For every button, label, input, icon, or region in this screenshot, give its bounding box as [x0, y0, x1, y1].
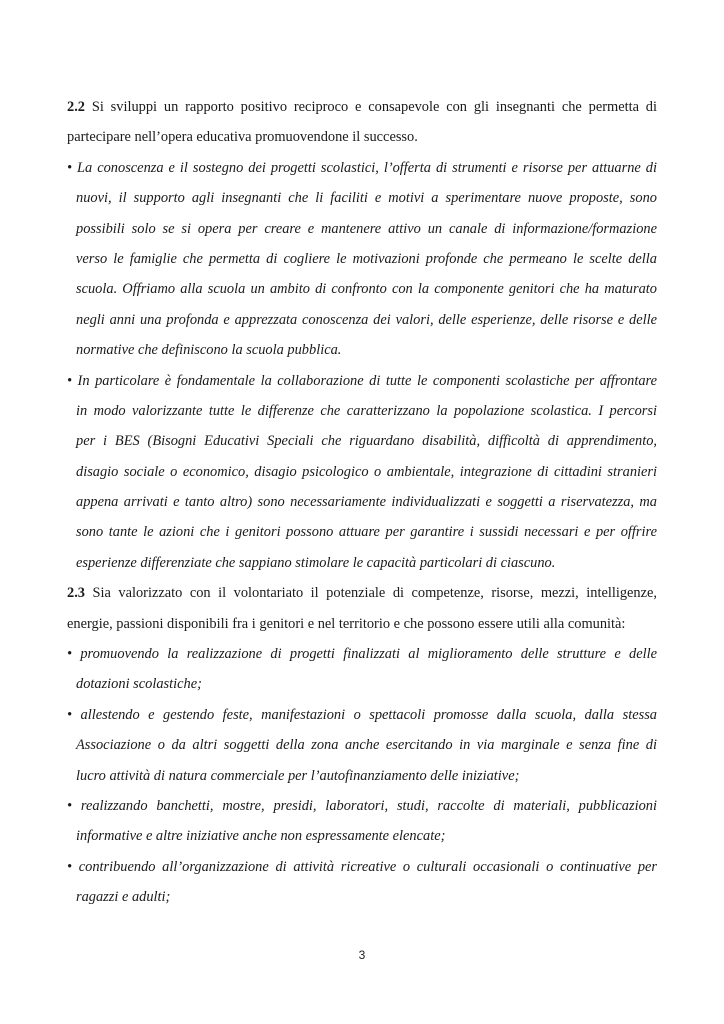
bullet-b-line-7: esperienze differenziate che sappiano stimolare le capacità particolari di ciascuno. — [76, 554, 556, 571]
bullet-a-line-3: possibili solo se si opera per creare e mantenere attivo un canale di informazione/formazione — [76, 220, 657, 237]
bullet-a-line-7: normative che definiscono la scuola pubblica. — [76, 342, 342, 359]
bullet-b-line-6: sono tante le azioni che i genitori possono attuare per garantire i sussidi necessari e per offrire — [76, 524, 657, 541]
bullet-a-line-5: scuola. Offriamo alla scuola un ambito di confronto con la componente genitori che ha maturato — [76, 281, 657, 298]
bullet-b-line-1: • In particolare è fondamentale la collaborazione di tutte le componenti scolastiche per affrontare — [67, 372, 657, 389]
section-2-3-line-2: energie, passioni disponibili fra i genitori e nel territorio e che possono essere utili alla comunità: — [67, 615, 626, 632]
section-2-3-text: Sia valorizzato con il volontariato il potenziale di competenze, risorse, mezzi, intelligenze, — [85, 585, 657, 602]
body-text — [67, 92, 657, 913]
bullet-a-line-4: verso le famiglie che permetta di cogliere le motivazioni profonde che permeano le scelte della — [76, 250, 657, 267]
bullet-b-line-5: appena arrivati e tanto altro) sono necessariamente individualizzati e soggetti a riservatezza, ma — [76, 494, 657, 511]
bullet-b-line-4: disagio sociale o economico, disagio psicologico o ambientale, integrazione di cittadini stranieri — [76, 463, 657, 480]
bullet-e-line-2: informative e altre iniziative anche non espressamente elencate; — [76, 828, 446, 845]
section-number-2-3: 2.3 — [67, 585, 85, 602]
section-2-2-text: Si sviluppi un rapporto positivo reciproco e consapevole con gli insegnanti che permetta di — [85, 99, 657, 115]
bullet-d-line-1: • allestendo e gestendo feste, manifestazioni o spettacoli promosse dalla scuola, dalla stessa — [67, 706, 657, 723]
section-2-3-line-1 — [67, 578, 657, 608]
bullet-b-line-3: per i BES (Bisogni Educativi Speciali che riguardano disabilità, difficoltà di apprendimento, — [76, 433, 657, 450]
bullet-b-line-2: in modo valorizzante tutte le differenze che caratterizzano la popolazione scolastica. I percorsi — [76, 402, 657, 419]
bullet-c-line-1: • promuovendo la realizzazione di progetti finalizzati al miglioramento delle strutture e delle — [67, 646, 657, 663]
section-2-2-line-2: partecipare nell’opera educativa promuovendone il successo. — [67, 129, 418, 146]
bullet-f-line-1: • contribuendo all’organizzazione di attività ricreative o culturali occasionali o continuative per — [67, 858, 657, 875]
bullet-f-line-2: ragazzi e adulti; — [76, 889, 171, 906]
bullet-d-line-2: Associazione o da altri soggetti della zona anche esercitando in via marginale e senza fine di — [76, 737, 657, 754]
bullet-c-line-2: dotazioni scolastiche; — [76, 676, 202, 693]
section-number-2-2: 2.2 — [67, 99, 85, 115]
bullet-a-line-6: negli anni una profonda e apprezzata conoscenza dei valori, delle esperienze, delle risorse e delle — [76, 311, 657, 328]
bullet-e-line-1: • realizzando banchetti, mostre, presidi, laboratori, studi, raccolte di materiali, pubblicazioni — [67, 797, 657, 814]
bullet-d-line-3: lucro attività di natura commerciale per l’autofinanziamento delle iniziative; — [76, 767, 520, 784]
bullet-a-line-1: • La conoscenza e il sostegno dei progetti scolastici, l’offerta di strumenti e risorse per attuarne di — [67, 159, 657, 176]
page-number: 3 — [358, 948, 366, 962]
bullet-a-line-2: nuovi, il supporto agli insegnanti che li faciliti e motivi a sperimentare nuove proposte, sono — [76, 190, 657, 207]
section-2-2-line-1 — [67, 92, 657, 122]
